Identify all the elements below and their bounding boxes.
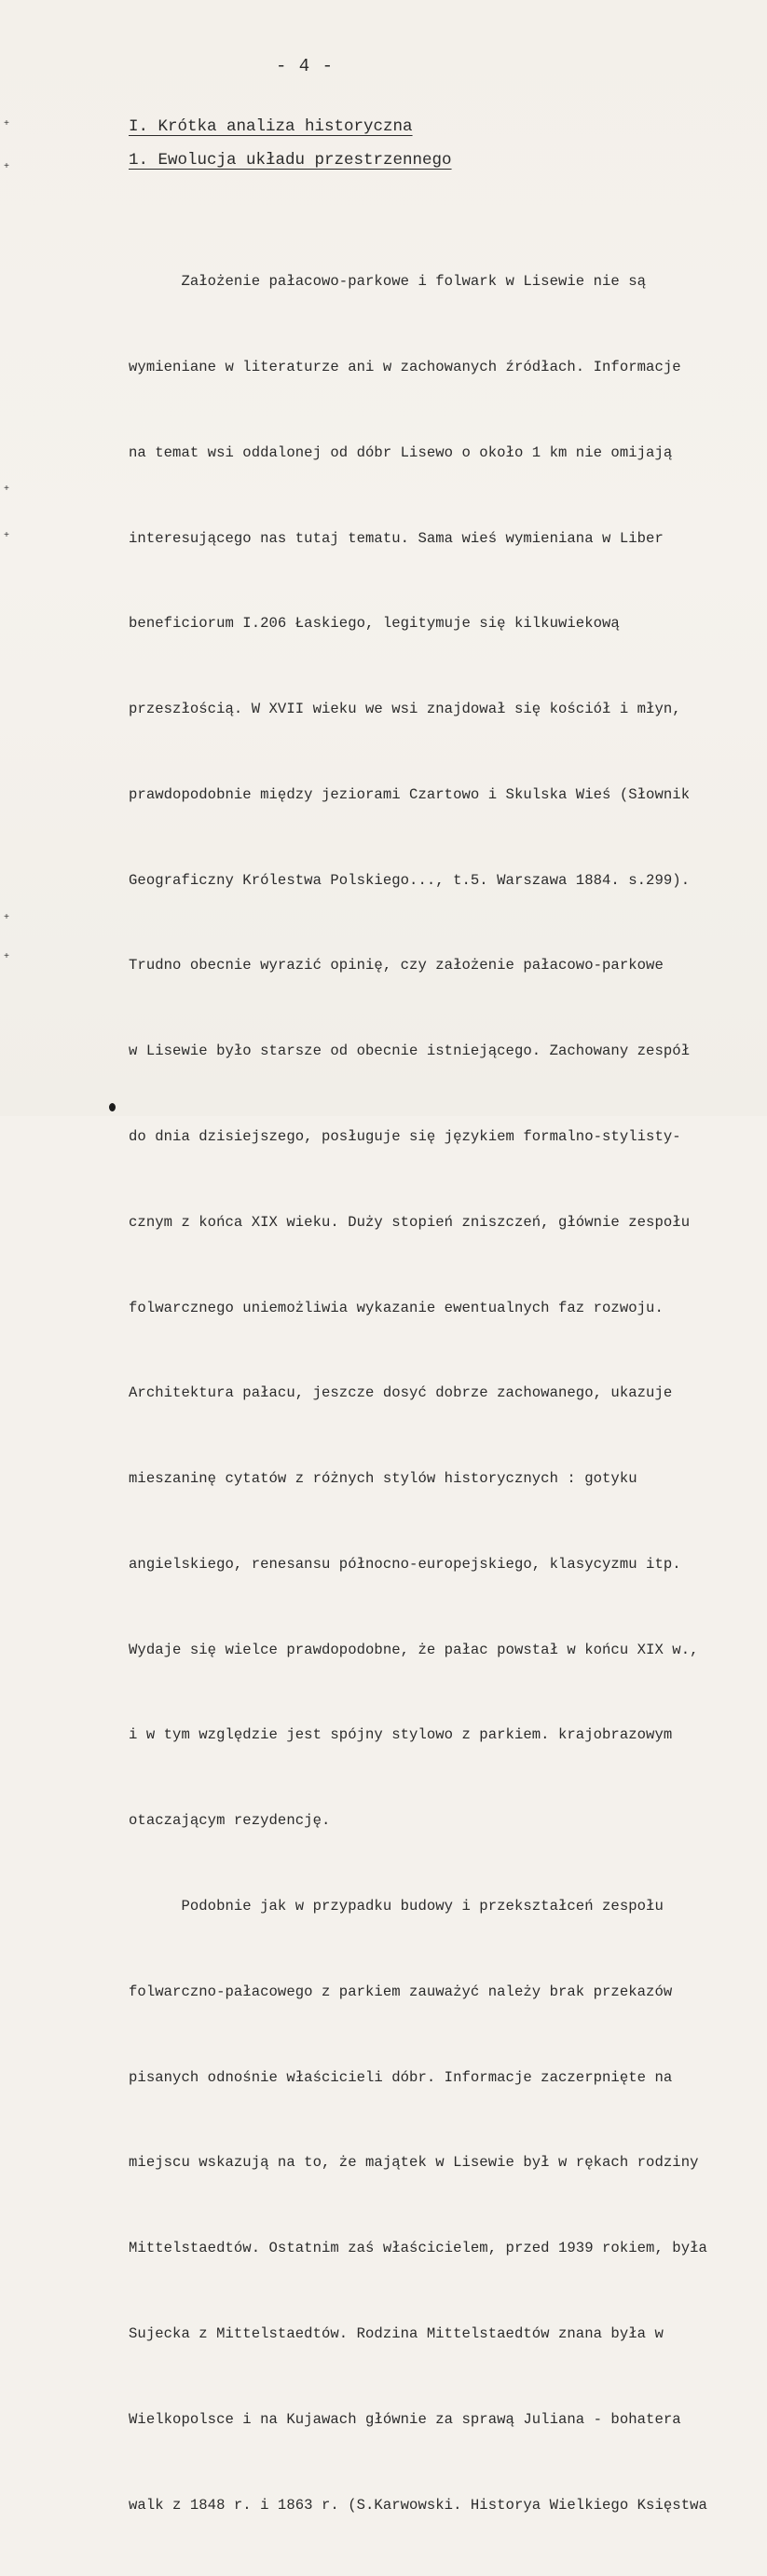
- text-line: Architektura pałacu, jeszcze dosyć dobrze zachowanego, ukazuje: [129, 1384, 673, 1402]
- ink-dot: [109, 1103, 116, 1111]
- text-line: do dnia dzisiejszego, posługuje się językiem formalno-stylisty-: [129, 1128, 681, 1145]
- text-line: walk z 1848 r. i 1863 r. (S.Karwowski. Historya Wielkiego Księstwa: [129, 2496, 707, 2514]
- text-line: interesującego nas tutaj tematu. Sama wieś wymieniana w Liber: [129, 529, 664, 547]
- text-line: w Lisewie było starsze od obecnie istniejącego. Zachowany zespół: [129, 1043, 691, 1060]
- text-line: Geograficzny Królestwa Polskiego..., t.5. Warszawa 1884. s.299).: [129, 871, 691, 889]
- margin-mark: +: [4, 913, 10, 923]
- text-line: Wydaje się wielce prawdopodobne, że pałac powstał w końcu XIX w.,: [129, 1641, 699, 1658]
- text-line: wymieniane w literaturze ani w zachowanych źródłach. Informacje: [129, 358, 681, 375]
- subsection-heading: 1. Ewolucja układu przestrzennego: [129, 151, 452, 170]
- text-line: Podobnie jak w przypadku budowy i przekształceń zespołu: [129, 1898, 664, 1915]
- text-line: angielskiego, renesansu północno-europejskiego, klasycyzmu itp.: [129, 1555, 681, 1573]
- text-line: mieszaninę cytatów z różnych stylów historycznych : gotyku: [129, 1470, 637, 1488]
- text-line: pisanych odnośnie właścicieli dóbr. Informacje zaczerpnięte na: [129, 2068, 673, 2086]
- section-heading: I. Krótka analiza historyczna: [129, 117, 413, 136]
- body-text: [129, 211, 762, 2576]
- text-line: Mittelstaedtów. Ostatnim zaś właścicielem, przed 1939 rokiem, była: [129, 2240, 707, 2257]
- text-line: beneficiorum I.206 Łaskiego, legitymuje się kilkuwiekową: [129, 615, 620, 633]
- text-line: otaczającym rezydencję.: [129, 1812, 331, 1830]
- margin-mark: +: [4, 531, 10, 541]
- text-line: folwarczno-pałacowego z parkiem zauważyć należy brak przekazów: [129, 1983, 673, 2000]
- text-line: cznym z końca XIX wieku. Duży stopień zniszczeń, głównie zespołu: [129, 1213, 691, 1231]
- margin-mark: +: [4, 484, 10, 495]
- text-line: miejscu wskazują na to, że majątek w Lisewie był w rękach rodziny: [129, 2154, 699, 2172]
- text-line: folwarcznego uniemożliwia wykazanie ewentualnych faz rozwoju.: [129, 1299, 664, 1316]
- margin-mark: +: [4, 119, 10, 129]
- text-line: Sujecka z Mittelstaedtów. Rodzina Mittelstaedtów znana była w: [129, 2324, 664, 2342]
- margin-mark: +: [4, 162, 10, 172]
- text-line: Trudno obecnie wyrazić opinię, czy założenie pałacowo-parkowe: [129, 957, 664, 975]
- text-line: i w tym względzie jest spójny stylowo z parkiem. krajobrazowym: [129, 1726, 673, 1744]
- text-line: Wielkopolsce i na Kujawach głównie za sprawą Juliana - bohatera: [129, 2410, 681, 2428]
- text-line: prawdopodobnie między jeziorami Czartowo i Skulska Wieś (Słownik: [129, 785, 691, 803]
- margin-mark: +: [4, 952, 10, 962]
- text-line: na temat wsi oddalonej od dóbr Lisewo o około 1 km nie omijają: [129, 443, 673, 461]
- text-line: Założenie pałacowo-parkowe i folwark w Lisewie nie są: [129, 273, 647, 291]
- page-number: - 4 -: [276, 56, 335, 76]
- text-line: przeszłością. W XVII wieku we wsi znajdował się kościół i młyn,: [129, 701, 681, 718]
